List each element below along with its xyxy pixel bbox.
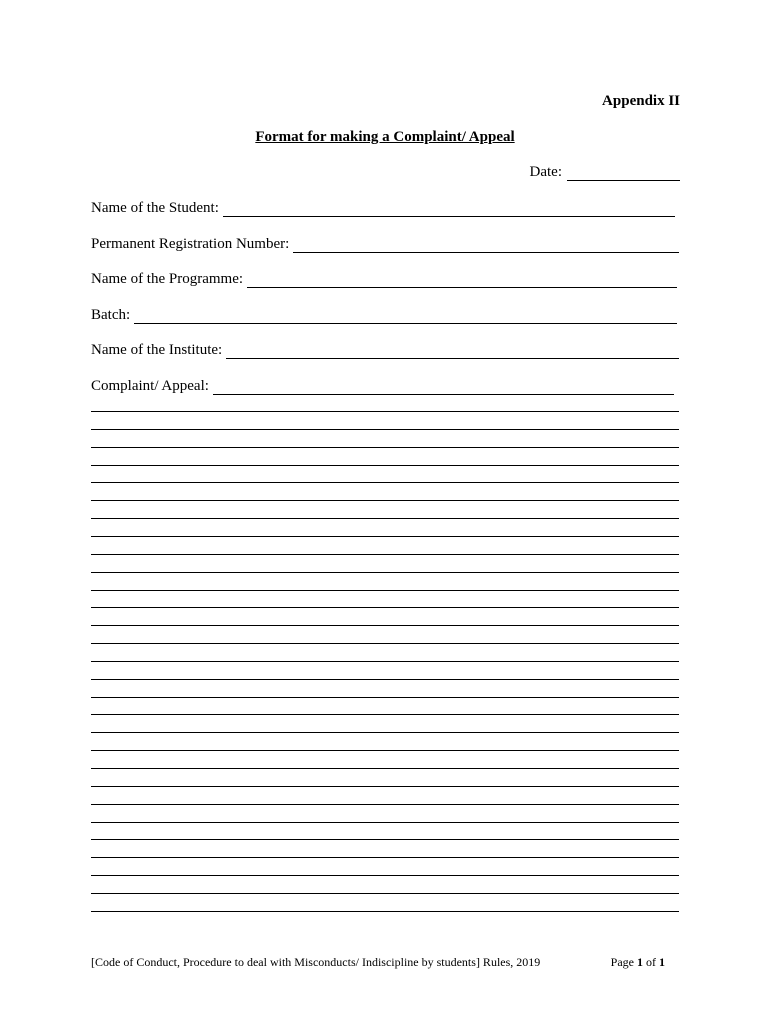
registration-number-blank-line[interactable] xyxy=(293,238,679,253)
complaint-writing-line[interactable] xyxy=(91,732,679,733)
institute-name-label: Name of the Institute: xyxy=(91,342,223,358)
programme-name-blank-line[interactable] xyxy=(247,273,677,288)
complaint-appeal-field xyxy=(91,378,674,395)
student-name-blank-line[interactable] xyxy=(223,202,675,217)
institute-name-blank-line[interactable] xyxy=(226,344,679,359)
footer-rules-citation: [Code of Conduct, Procedure to deal with Misconducts/ Indiscipline by students] Rules, 2019 xyxy=(91,955,541,969)
complaint-writing-line[interactable] xyxy=(91,447,679,448)
complaint-writing-line[interactable] xyxy=(91,554,679,555)
complaint-writing-line[interactable] xyxy=(91,786,679,787)
complaint-writing-line[interactable] xyxy=(91,839,679,840)
complaint-writing-line[interactable] xyxy=(91,465,679,466)
complaint-writing-line[interactable] xyxy=(91,429,679,430)
complaint-writing-line[interactable] xyxy=(91,911,679,912)
complaint-writing-line[interactable] xyxy=(91,714,679,715)
page-current: 1 xyxy=(637,955,643,969)
complaint-writing-line[interactable] xyxy=(91,482,679,483)
page-number xyxy=(611,955,665,970)
complaint-appeal-label: Complaint/ Appeal: xyxy=(91,378,209,394)
complaint-writing-line[interactable] xyxy=(91,661,679,662)
complaint-writing-line[interactable] xyxy=(91,768,679,769)
date-field xyxy=(530,164,680,181)
appendix-heading: Appendix II xyxy=(602,93,680,109)
complaint-writing-line[interactable] xyxy=(91,500,679,501)
complaint-writing-line[interactable] xyxy=(91,875,679,876)
complaint-writing-line[interactable] xyxy=(91,857,679,858)
registration-number-field xyxy=(91,236,679,253)
page-of: of xyxy=(646,955,656,969)
complaint-writing-line[interactable] xyxy=(91,804,679,805)
page-total: 1 xyxy=(659,955,665,969)
complaint-writing-line[interactable] xyxy=(91,697,679,698)
programme-name-field xyxy=(91,271,677,288)
date-label: Date: xyxy=(529,164,562,180)
student-name-label: Name of the Student: xyxy=(91,200,219,216)
complaint-writing-line[interactable] xyxy=(91,536,679,537)
complaint-writing-line[interactable] xyxy=(91,572,679,573)
registration-number-label: Permanent Registration Number: xyxy=(91,236,290,252)
complaint-writing-line[interactable] xyxy=(91,643,679,644)
student-name-field xyxy=(91,200,675,217)
programme-name-label: Name of the Programme: xyxy=(91,271,244,287)
batch-blank-line[interactable] xyxy=(134,309,677,324)
complaint-writing-line[interactable] xyxy=(91,822,679,823)
batch-label: Batch: xyxy=(91,307,131,323)
institute-name-field xyxy=(91,342,679,359)
complaint-writing-line[interactable] xyxy=(91,518,679,519)
complaint-writing-line[interactable] xyxy=(91,750,679,751)
complaint-writing-line[interactable] xyxy=(91,679,679,680)
complaint-writing-line[interactable] xyxy=(91,411,679,412)
complaint-writing-line[interactable] xyxy=(91,607,679,608)
complaint-writing-line[interactable] xyxy=(91,893,679,894)
complaint-writing-line[interactable] xyxy=(91,590,679,591)
page-prefix: Page xyxy=(610,955,634,969)
batch-field xyxy=(91,307,677,324)
date-blank-line[interactable] xyxy=(567,166,680,181)
form-title: Format for making a Complaint/ Appeal xyxy=(255,129,515,145)
complaint-writing-line[interactable] xyxy=(91,625,679,626)
complaint-appeal-blank-line[interactable] xyxy=(213,380,674,395)
